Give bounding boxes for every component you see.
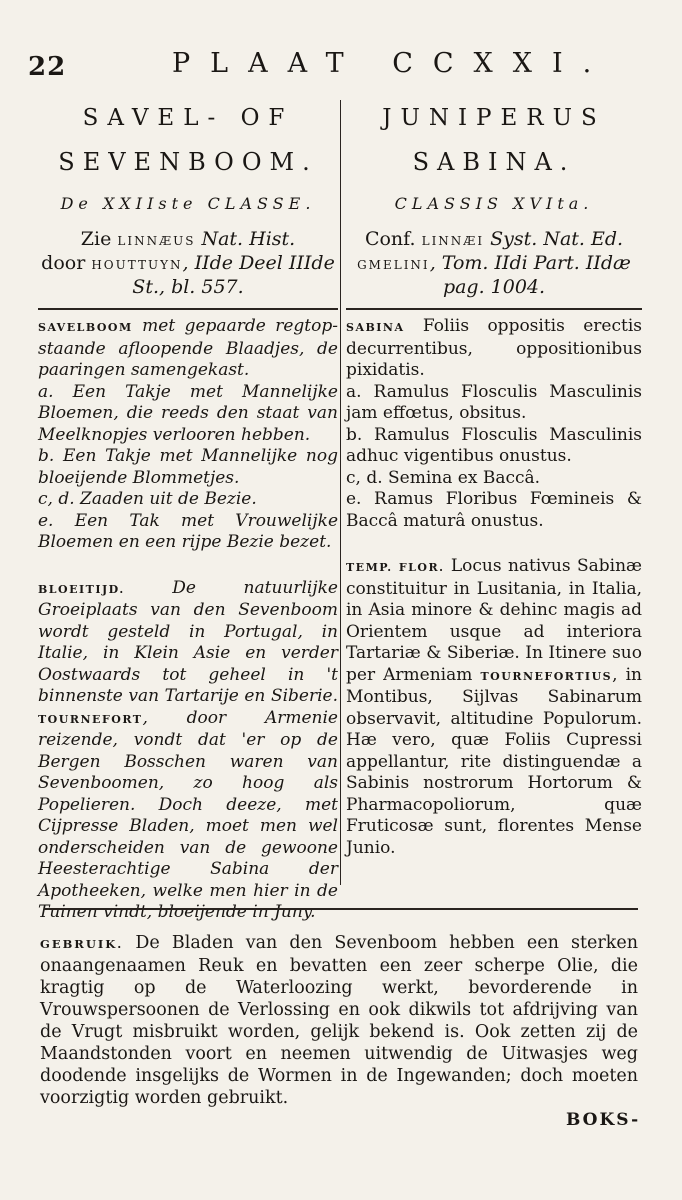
bloeitijd-label: BLOEITIJD. <box>38 582 125 596</box>
dutch-column <box>38 96 338 924</box>
column-divider <box>340 100 341 885</box>
dutch-title-line1: SAVEL- OF <box>82 105 294 131</box>
latin-title-line2: SABINA. <box>412 148 576 176</box>
bloeitijd-text2: , door Armenie reizende, vondt dat 'er op de Bergen Bosschen waren van Sevenboomen, zo hoog als Popelieren. Doch deeze, met Cijpresse Bladen, moet men wel onderscheiden van de gewoone Heesterachtige Sabina der Apotheeken, welke men hier in de Tuinen vindt, bloeijende in Juny. <box>38 707 338 922</box>
bloeitijd-text1: De natuurlijke Groeiplaats van den Sevenboom wordt gesteld in Portugal, in Italie, in Klein Asie en verder Oostwaards tot geheel in 't binnenste van Tartarije en Siberie. <box>38 577 338 706</box>
latin-desc-label: SABINA <box>346 321 405 334</box>
ref-tom: , Tom. IIdi Part. IIdæ pag. 1004. <box>429 252 631 298</box>
dutch-title-line2: SEVENBOOM. <box>58 148 318 176</box>
dutch-rule <box>38 308 338 310</box>
ref-houttuyn: HOUTTUYN <box>91 258 183 272</box>
dutch-item-b: b. Een Takje met Mannelijke nog bloeijende Blommetjes. <box>38 446 338 488</box>
gebruik-label: GEBRUIK. <box>40 937 124 951</box>
section-rule <box>44 908 638 910</box>
temp-flor-text1: Locus nativus Sabinæ constituitur in Lusitania, in Italia, in Asia minore & dehinc magis ad Orientem usque ad interiora Tartariæ & Siberiæ. In Itinere suo per Armeniam <box>346 556 643 685</box>
ref-door: door <box>41 252 92 274</box>
temp-flor-label: TEMP. FLOR. <box>346 561 445 574</box>
latin-column <box>346 96 642 859</box>
dutch-item-e: e. Een Tak met Vrouwelijke Bloemen en een rijpe Bezie bezet. <box>38 510 338 552</box>
spacer <box>346 532 642 556</box>
dutch-desc-text: met gepaarde regtop-staande afloopende Blaadjes, de paaringen samengekast. <box>38 316 338 380</box>
dutch-item-cd: c, d. Zaaden uit de Bezie. <box>38 489 257 509</box>
temp-flor-text2: , in Montibus, Sijlvas Sabinarum observavit, altitudine Populorum. Hæ vero, quæ Foliis Cupressi appellantur, rite distinguendæ a Sabinis nostrorum Hortorum & Pharmacopoliorum, quæ Fruticosæ sunt, florentes Mense Junio. <box>346 664 642 858</box>
latin-class: CLASSIS XVIta. <box>394 194 594 213</box>
dutch-item-a: a. Een Takje met Mannelijke Bloemen, die reeds den staat van Meelknopjes verlooren hebben. <box>38 381 338 445</box>
tournefortius-name: TOURNEFORTIUS <box>480 669 613 683</box>
ref-zie: Zie <box>80 228 118 250</box>
dutch-description <box>38 316 338 382</box>
tournefort-name: TOURNEFORT <box>38 712 143 726</box>
gebruik-text: De Bladen van den Sevenboom hebben een sterken onaangenaamen Reuk en bevatten een zeer scherpe Olie, die kragtig op de Waterloozing werkt, bevorderende in Vrouwspersoonen de Verlossing en ook dikwils tot afdrijving van de Vrugt misbruikt worden, gelijk bekend is. Ook zetten zij de Maandstonden voort en neemen uitwendig de Uitwasjes weg doodende insgelijks de Wormen in de Ingewanden; doch moeten voorzigtig worden gebruikt. <box>40 933 638 1108</box>
page-number: 22 <box>28 52 67 82</box>
spacer <box>38 554 338 578</box>
catchword: BOKS- <box>566 1110 641 1130</box>
latin-item-e: e. Ramus Floribus Fœmineis & Baccâ maturâ onustus. <box>346 489 642 531</box>
latin-flowering <box>346 556 642 859</box>
dutch-reference <box>38 228 338 300</box>
latin-description <box>346 316 642 382</box>
latin-item-a: a. Ramulus Flosculis Masculinis jam effœtus, obsitus. <box>346 381 642 423</box>
ref-linnaeus: LINNÆUS <box>117 234 196 248</box>
latin-title-line1: JUNIPERUS <box>382 105 606 131</box>
dutch-desc-label: SAVELBOOM <box>38 321 133 334</box>
ref-gmelini: GMELINI <box>357 258 430 272</box>
latin-rule <box>346 308 642 310</box>
plate-title: PLAAT CCXXI. <box>172 48 612 79</box>
latin-item-b: b. Ramulus Flosculis Masculinis adhuc vigentibus onustus. <box>346 424 642 466</box>
ref-conf: Conf. <box>364 228 422 250</box>
ref-syst: Syst. Nat. Ed. <box>484 228 624 250</box>
dutch-class: De XXIIste CLASSE. <box>60 194 316 213</box>
ref-nat-hist: Nat. Hist. <box>195 228 296 250</box>
ref-linnaei: LINNÆI <box>421 234 485 248</box>
latin-desc-text: Foliis oppositis erectis decurrentibus, oppositionibus pixidatis. <box>346 316 642 380</box>
latin-reference <box>346 228 642 300</box>
ref-deel: , IIde Deel IIIde St., bl. 557. <box>132 252 335 298</box>
usage-paragraph <box>40 932 638 1109</box>
latin-item-cd: c, d. Semina ex Baccâ. <box>346 467 541 488</box>
dutch-flowering <box>38 578 338 924</box>
